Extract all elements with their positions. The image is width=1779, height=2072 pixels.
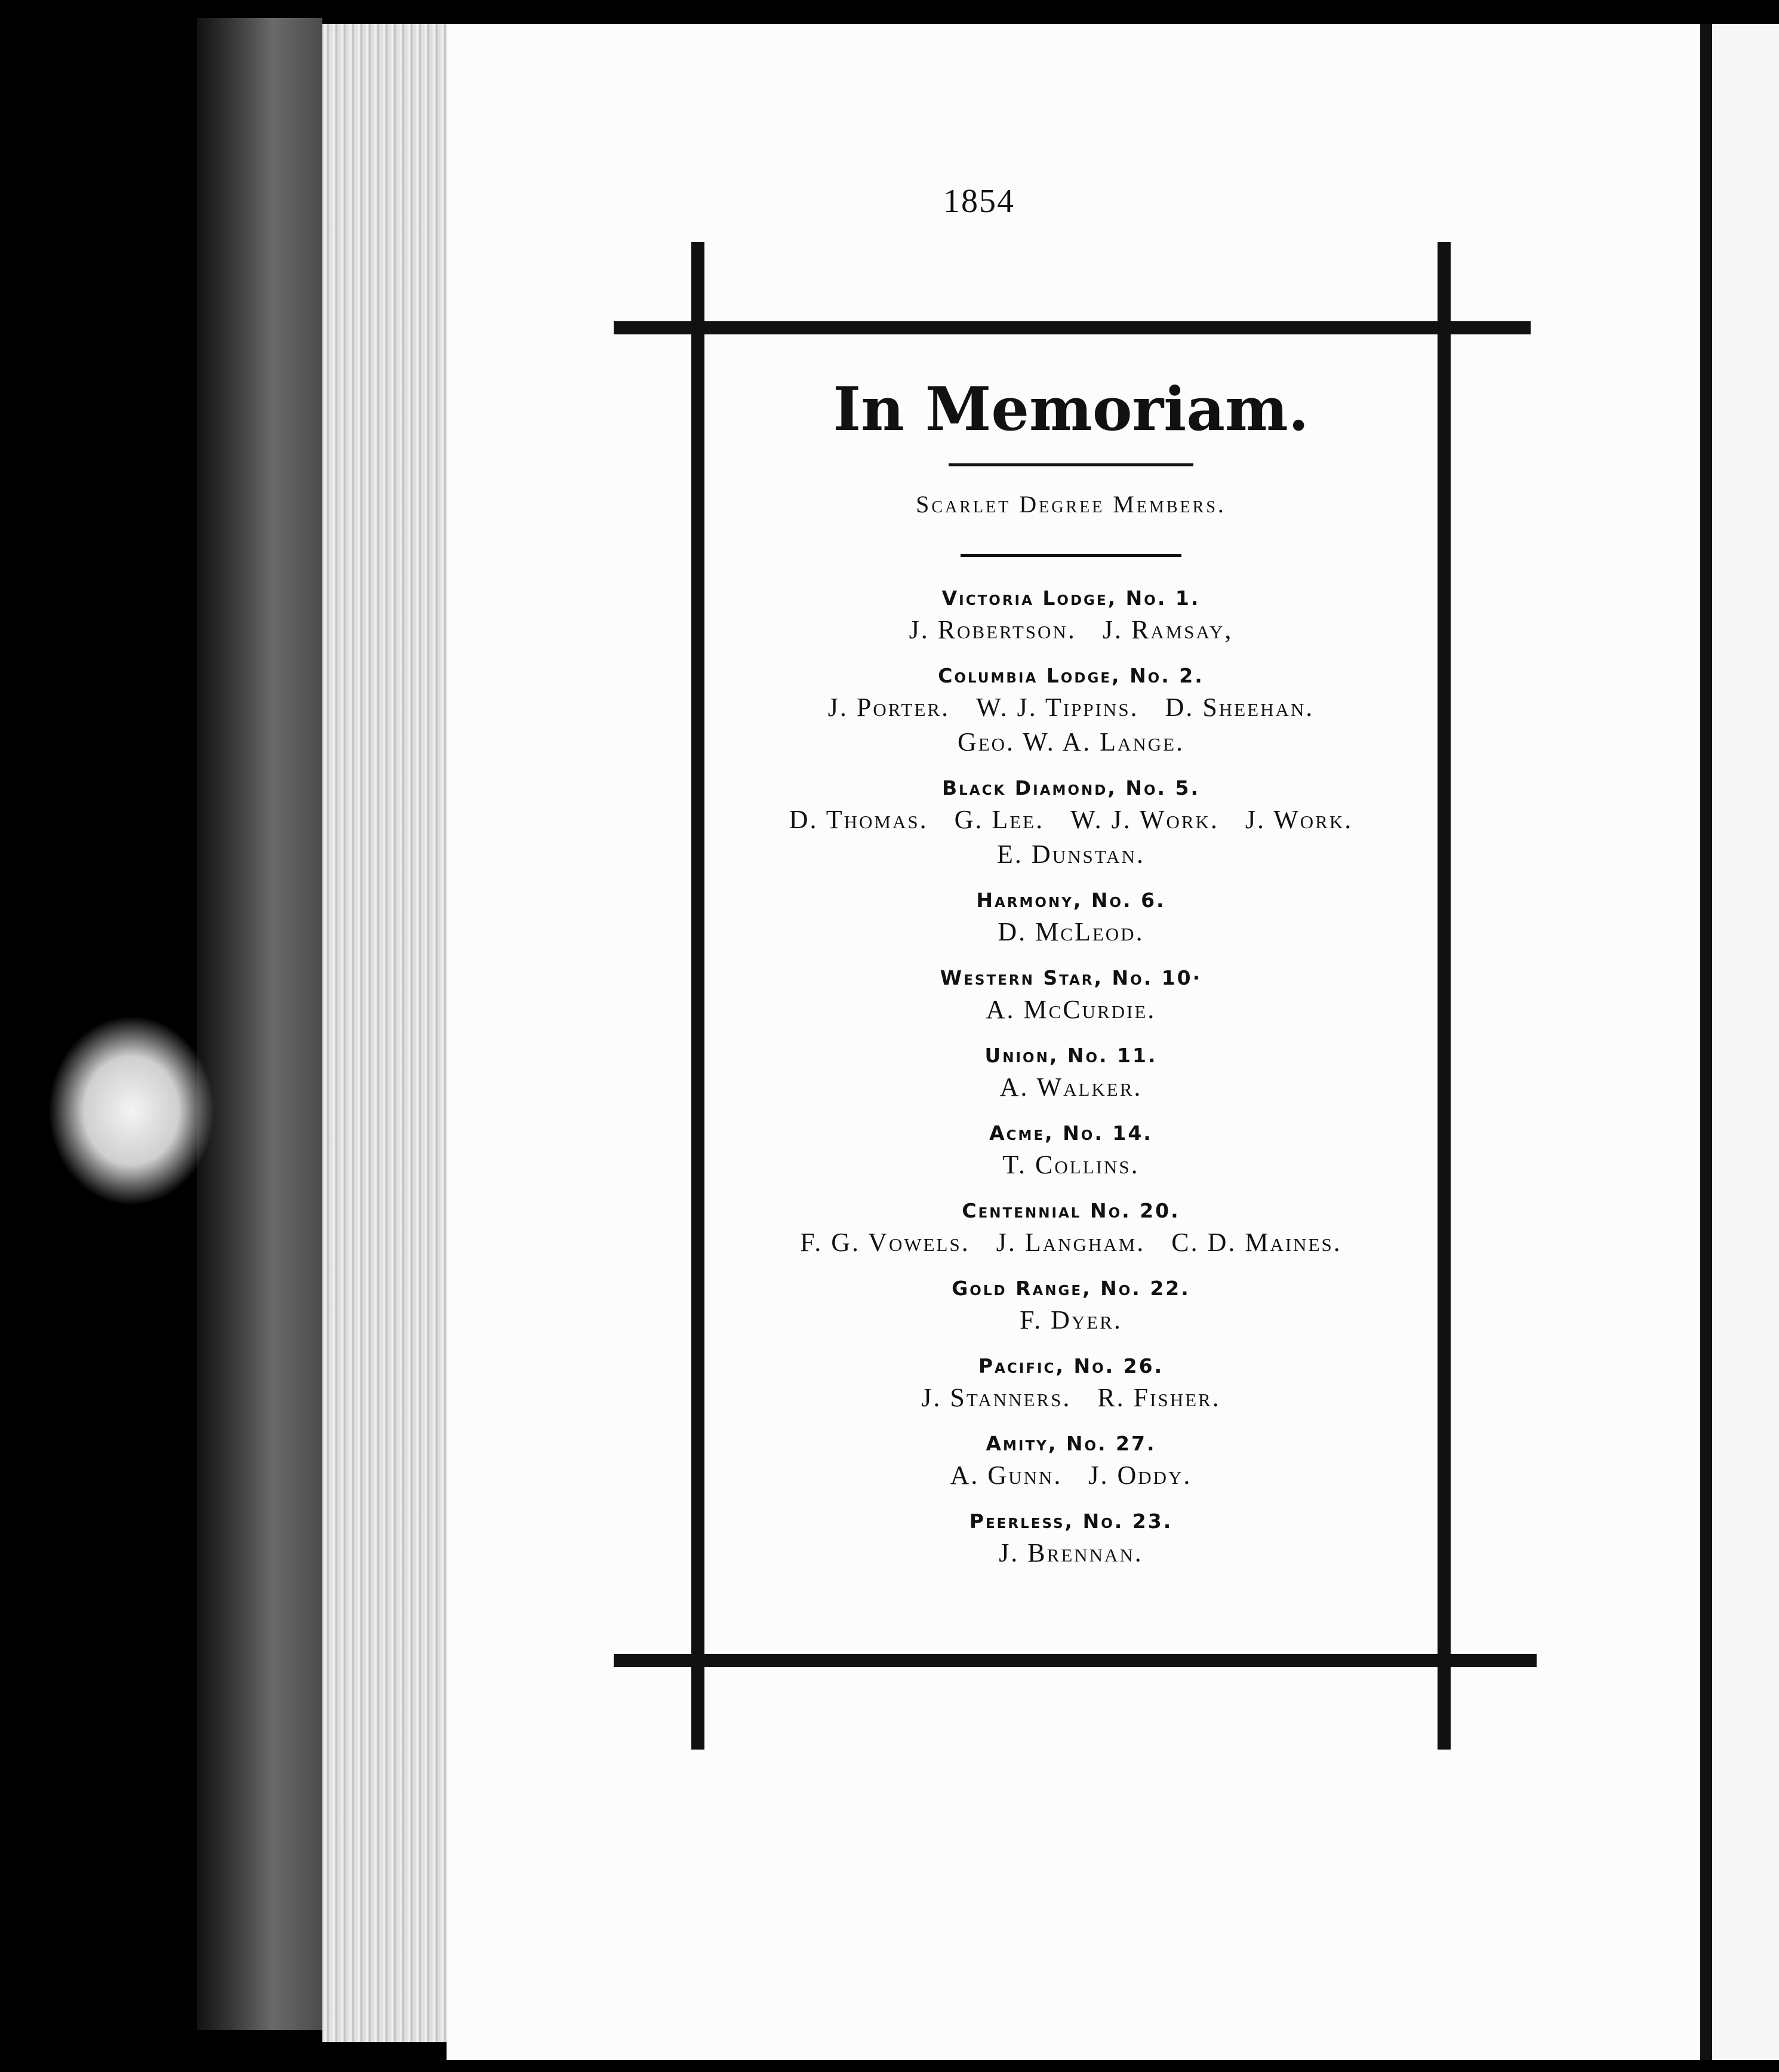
member-line [704,1148,1438,1182]
lodge-entry [704,1507,1438,1570]
member-line [704,725,1438,760]
member-name: W. J. Tippins. [976,693,1139,722]
lodge-entry [704,886,1438,949]
lodge-name: Western Star, No. 10· [940,966,1202,989]
facing-page-edge [1712,24,1779,2060]
border-right-bar [1438,242,1451,1750]
lodge-entry [704,1430,1438,1493]
member-name: A. Walker. [999,1072,1143,1102]
lodge-name: Acme, No. 14. [989,1121,1153,1145]
member-name: J. Porter. [827,693,950,722]
lodge-name: Victoria Lodge, No. 1. [941,586,1201,610]
lodge-name: Peerless, No. 23. [969,1510,1173,1533]
member-name: Geo. W. A. Lange. [957,727,1185,757]
lodge-list [704,584,1438,1570]
lodge-entry [704,1352,1438,1415]
title-rule [949,463,1193,466]
member-name: E. Dunstan. [997,840,1145,869]
lodge-entry [704,662,1438,760]
member-line [704,1225,1438,1260]
lodge-entry [704,1274,1438,1338]
lodge-entry [704,964,1438,1027]
member-line [704,992,1438,1027]
memorial-subtitle: Scarlet Degree Members. [916,491,1226,518]
border-bottom-bar [614,1654,1537,1667]
lodge-name: Centennial No. 20. [962,1199,1180,1222]
member-line [704,1536,1438,1570]
member-name: G. Lee. [954,805,1045,834]
member-name: F. G. Vowels. [800,1228,970,1257]
lodge-name: Harmony, No. 6. [976,889,1166,912]
lodge-name: Amity, No. 27. [986,1432,1156,1455]
member-name: J. Ramsay, [1102,615,1233,644]
scan-smudge [48,1015,215,1206]
member-line [704,837,1438,872]
member-line [704,1458,1438,1493]
border-top-bar [614,321,1531,334]
member-name: F. Dyer. [1020,1305,1122,1335]
member-name: J. Oddy. [1088,1461,1192,1490]
member-name: D. Sheehan. [1165,693,1315,722]
border-left-bar [691,242,704,1750]
page-edges [322,24,448,2042]
member-name: D. Thomas. [789,805,928,834]
lodge-name: Pacific, No. 26. [978,1354,1164,1378]
member-line [704,915,1438,949]
book-spine-edge [197,18,322,2030]
lodge-name: Union, No. 11. [984,1044,1158,1067]
member-name: J. Work. [1245,805,1353,834]
member-name: R. Fisher. [1097,1383,1221,1412]
lodge-entry [704,1197,1438,1260]
memorial-title: In Memoriam. [833,374,1309,444]
facing-page-gutter [1700,24,1712,2060]
member-line [704,1303,1438,1338]
member-line [704,803,1438,837]
lodge-entry [704,584,1438,647]
member-name: J. Stanners. [921,1383,1072,1412]
lodge-entry [704,1041,1438,1105]
subtitle-rule [961,554,1181,557]
member-name: D. McLeod. [998,917,1144,946]
page-year: 1854 [943,183,1015,220]
member-name: J. Brennan. [999,1538,1143,1567]
memorial-content [704,358,1438,1585]
member-name: J. Robertson. [909,615,1076,644]
member-name: T. Collins. [1002,1150,1140,1179]
member-line [704,613,1438,647]
member-name: A. Gunn. [950,1461,1063,1490]
member-name: A. McCurdie. [986,995,1156,1024]
lodge-entry [704,774,1438,872]
lodge-entry [704,1119,1438,1182]
member-name: J. Langham. [996,1228,1146,1257]
lodge-name: Gold Range, No. 22. [952,1277,1190,1300]
member-name: W. J. Work. [1070,805,1219,834]
lodge-name: Columbia Lodge, No. 2. [938,664,1204,687]
member-line [704,1381,1438,1415]
member-line [704,1070,1438,1105]
member-name: C. D. Maines. [1171,1228,1342,1257]
lodge-name: Black Diamond, No. 5. [941,776,1201,800]
member-line [704,690,1438,725]
